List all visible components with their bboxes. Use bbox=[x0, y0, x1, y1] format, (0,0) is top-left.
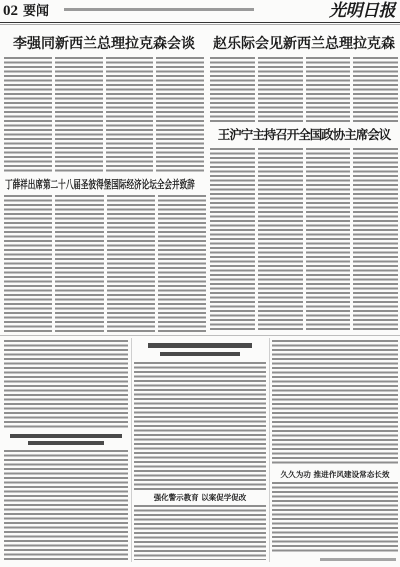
article-body bbox=[4, 57, 204, 174]
article-body bbox=[4, 195, 206, 332]
headline-li-qiang: 李强同新西兰总理拉克森会谈 bbox=[13, 36, 195, 52]
headline-zhao-leji: 赵乐际会见新西兰总理拉克森 bbox=[213, 36, 395, 52]
body-text-column bbox=[210, 57, 255, 122]
body-text-column bbox=[258, 57, 303, 122]
section-title: 要闻 bbox=[23, 4, 50, 19]
body-text-column bbox=[4, 450, 128, 560]
body-text-column bbox=[272, 482, 398, 554]
commentary-body bbox=[134, 505, 266, 560]
body-text-column bbox=[272, 340, 398, 466]
header-rule bbox=[0, 22, 400, 23]
headline-ding-xuexiang bbox=[5, 178, 210, 191]
body-text-column bbox=[210, 148, 255, 332]
body-text-column bbox=[55, 195, 103, 332]
commentary-body bbox=[134, 362, 266, 490]
issue-info-line bbox=[64, 8, 254, 11]
headline-work-style: 久久为功 推进作风建设常态长效 bbox=[280, 470, 390, 479]
body-text-column bbox=[353, 57, 398, 122]
commentary-body bbox=[4, 340, 128, 430]
column-divider bbox=[269, 338, 270, 562]
commentary-body bbox=[4, 450, 128, 560]
body-text-column bbox=[134, 505, 266, 560]
masthead-logo: 光明日报 bbox=[329, 1, 395, 21]
subheading bbox=[148, 343, 252, 348]
header-rule-thin bbox=[0, 24, 400, 25]
body-text-column bbox=[158, 195, 206, 332]
body-text-column bbox=[258, 148, 303, 332]
subheading bbox=[28, 441, 104, 445]
byline bbox=[320, 558, 396, 561]
body-text-column bbox=[156, 57, 204, 174]
body-text-column bbox=[55, 57, 103, 174]
page-number: 02 bbox=[3, 3, 18, 19]
headline-warning-education: 强化警示教育 以案促学促改 bbox=[153, 493, 247, 502]
column-divider bbox=[131, 338, 132, 562]
article-body bbox=[210, 57, 398, 122]
body-text-column bbox=[106, 57, 154, 174]
commentary-body bbox=[272, 482, 398, 554]
body-text-column bbox=[134, 362, 266, 490]
body-text-column bbox=[4, 195, 52, 332]
section-divider bbox=[0, 335, 400, 336]
body-text-column bbox=[353, 148, 398, 332]
body-text-column bbox=[4, 340, 128, 430]
commentary-body bbox=[272, 340, 398, 466]
subheading bbox=[10, 434, 122, 438]
article-body bbox=[210, 148, 398, 332]
headline-wang-huning: 王沪宁主持召开全国政协主席会议 bbox=[217, 127, 391, 142]
headline-text: 丁薛祥出席第二十八届圣彼得堡国际经济论坛全会并致辞 bbox=[5, 178, 195, 191]
body-text-column bbox=[306, 148, 351, 332]
subheading bbox=[160, 352, 240, 356]
body-text-column bbox=[4, 57, 52, 174]
body-text-column bbox=[107, 195, 155, 332]
body-text-column bbox=[306, 57, 351, 122]
